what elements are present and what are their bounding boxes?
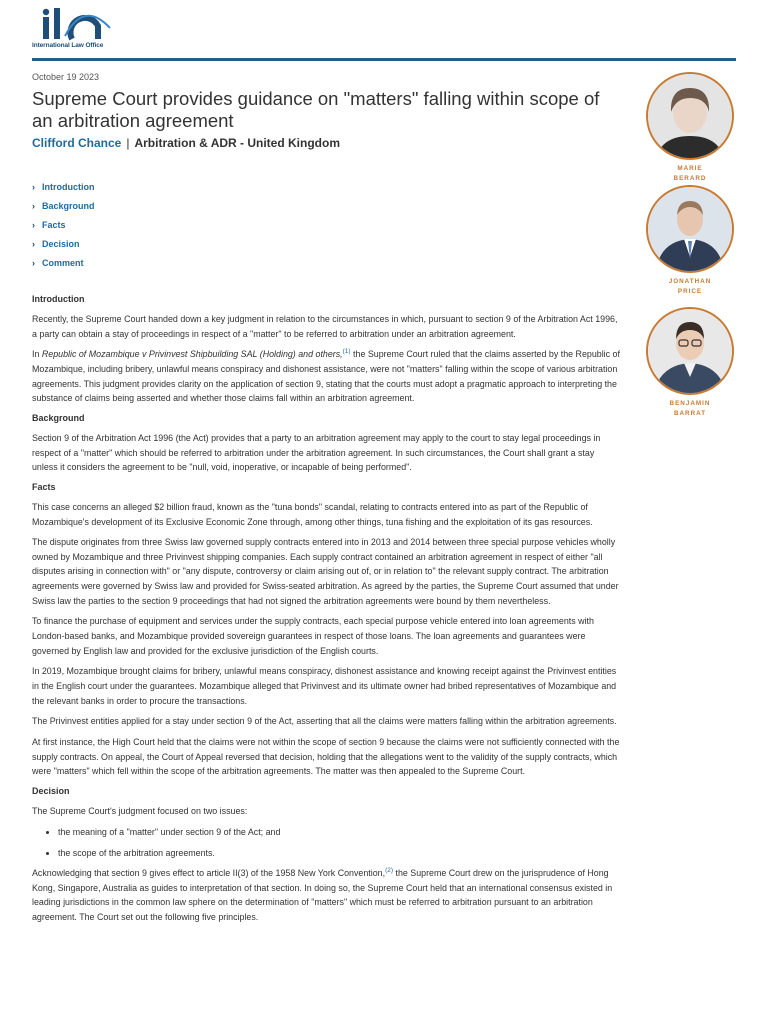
decision-list (32, 825, 620, 860)
publish-date: October 19 2023 (32, 72, 100, 82)
text-run: Acknowledging that section 9 gives effect to article II(3) of the 1958 New York Convention, (32, 868, 386, 879)
paragraph: At first instance, the High Court held that the claims were not within the scope of section 9 because the claims were not sufficiently connected with the supply contracts. On appeal, the Court of Appeal reversed that decision, holding that the allegations went to the validity of the supply contracts, which were "matters" which fell within the scope of the arbitration agreements. The matter was then appealed to the Supreme Court. (32, 737, 620, 777)
list-item: • the scope of the arbitration agreements. (58, 846, 620, 861)
author-name: MARIE BERARD (673, 165, 707, 182)
chevron-right-icon: › (32, 201, 35, 212)
header-divider (32, 58, 736, 61)
person-icon (648, 74, 732, 158)
toc-item-comment[interactable] (32, 253, 95, 272)
paragraph: In 2019, Mozambique brought claims for bribery, unlawful means conspiracy, dishonest assistance and knowing receipt against the Privinvest entities in the English court under the guarantees. Mozambique alleged that Privinvest and its ultimate owner had bribed representatives of Mozambique and the relevant banks in order to procure the transactions. (32, 666, 617, 706)
text-run: the Supreme Court drew on the jurisprudence of Hong Kong, Singapore, Australia as guides to interpretation of that section. In doing so, the Supreme Court held that an international consensus existed in leading jurisdictions in the common law sphere on the determination of "matters" which must be referred to arbitration pursuant to an arbitration agreement. The Court set out the following five principles. (32, 868, 613, 922)
chevron-right-icon: › (32, 182, 35, 193)
ilo-logo-mark-icon (32, 6, 124, 42)
author-photo (646, 72, 734, 160)
ilo-logo[interactable] (32, 6, 124, 54)
paragraph: The dispute originates from three Swiss law governed supply contracts entered into in 2013 and 2014 between three special purpose vehicles wholly owned by Mozambique and three Privinvest shipping companies. Each supply contract contained an arbitration agreement in respect of either "all disputes arising in connection with" or "any dispute, controversy or claim arising out of, or in relation to" the relevant supply contract. The arbitration agreements were governed by Swiss law and provided for Swiss-seated arbitration. As agreed by the parties, the Supreme Court assumed that under Swiss law the parties to the section 9 proceedings that had not signed the arbitration agreements were bound by them nevertheless. (32, 537, 619, 606)
paragraph: Section 9 of the Arbitration Act 1996 (the Act) provides that a party to an arbitration agreement may apply to the court to stay legal proceedings in respect of a "matter" which should be referred to arbitration under the arbitration agreement. In such circumstances, the Court shall grant a stay unless it considers the agreement to be "null, void, inoperative, or incapable of being performed". (32, 432, 601, 473)
toc-item-introduction[interactable] (32, 178, 95, 197)
list-item: • the meaning of a "matter" under section 9 of the Act; and (58, 825, 620, 840)
table-of-contents (32, 178, 95, 272)
byline-separator: | (126, 136, 130, 150)
paragraph: The Supreme Court's judgment focused on two issues: (32, 806, 248, 817)
author-photo (646, 307, 734, 395)
logo-text: International Law Office (32, 42, 104, 49)
section-heading-decision: Decision (32, 786, 70, 797)
author-card[interactable] (640, 72, 740, 184)
section-heading-introduction: Introduction (32, 294, 85, 304)
footnote-link[interactable]: (2) (385, 867, 394, 875)
author-photo (646, 185, 734, 273)
author-name: JONATHAN PRICE (668, 278, 712, 295)
section-heading-facts: Facts (32, 481, 56, 492)
firm-link[interactable]: Clifford Chance (32, 136, 122, 150)
author-name: BENJAMIN BARRAT (669, 400, 711, 417)
author-card[interactable] (640, 185, 740, 297)
text-run: In (32, 349, 42, 360)
toc-item-label: Decision (42, 238, 80, 249)
case-name: Republic of Mozambique v Privinvest Shipbuilding SAL (Holding) and others, (41, 349, 343, 360)
article-body (32, 293, 620, 931)
byline (32, 136, 340, 150)
chevron-right-icon: › (32, 257, 35, 268)
text-run: the Supreme Court ruled that the claims asserted by the Republic of Mozambique, including bribery, unlawful means conspiracy and dishonest assistance, were not "matters" falling within the scope of various arbitration agreements. This judgment provides clarity on the application of section 9, stating that the courts must adopt a pragmatic approach to interpreting the substance of claims being asserted and whether those claims fall within an arbitration agreement. (32, 349, 620, 404)
article-title: Supreme Court provides guidance on "matters" falling within scope of an arbitration agreement (32, 88, 600, 131)
toc-item-background[interactable] (32, 197, 95, 216)
chevron-right-icon: › (32, 238, 35, 249)
paragraph: The Privinvest entities applied for a stay under section 9 of the Act, asserting that all the claims were matters falling within the arbitration agreements. (32, 716, 617, 727)
person-icon (648, 187, 732, 271)
paragraph: This case concerns an alleged $2 billion fraud, known as the "tuna bonds" scandal, relating to contracts entered into as part of the Republic of Mozambique's development of its Exclusive Economic Zone through, among other things, tuna fishing and the exploitation of its gas resources. (32, 501, 593, 527)
topic-label: Arbitration & ADR - United Kingdom (134, 136, 341, 150)
author-card[interactable] (640, 307, 740, 419)
toc-item-label: Facts (42, 219, 66, 230)
toc-item-decision[interactable] (32, 234, 95, 253)
toc-item-facts[interactable] (32, 216, 95, 235)
section-heading-background: Background (32, 412, 85, 423)
toc-item-label: Background (42, 201, 95, 212)
toc-item-label: Comment (42, 257, 84, 268)
paragraph (32, 347, 620, 405)
footnote-link[interactable]: (1) (342, 348, 351, 356)
person-icon (648, 309, 732, 393)
paragraph: Recently, the Supreme Court handed down a key judgment in relation to the circumstances in which, pursuant to section 9 of the Arbitration Act 1996, a party can obtain a stay of proceedings in respect of a "matter" to be referred to arbitration under an arbitration agreement. (32, 314, 618, 339)
toc-item-label: Introduction (42, 182, 95, 193)
chevron-right-icon: › (32, 219, 35, 230)
paragraph (32, 866, 620, 924)
paragraph: To finance the purchase of equipment and services under the supply contracts, each special purpose vehicle entered into loan agreements with London-based banks, and Mozambique provided sovereign guarantees in respect of those loans. The loan agreements and guarantees were governed by English law and provided for the exclusive jurisdiction of the English courts. (32, 616, 594, 656)
